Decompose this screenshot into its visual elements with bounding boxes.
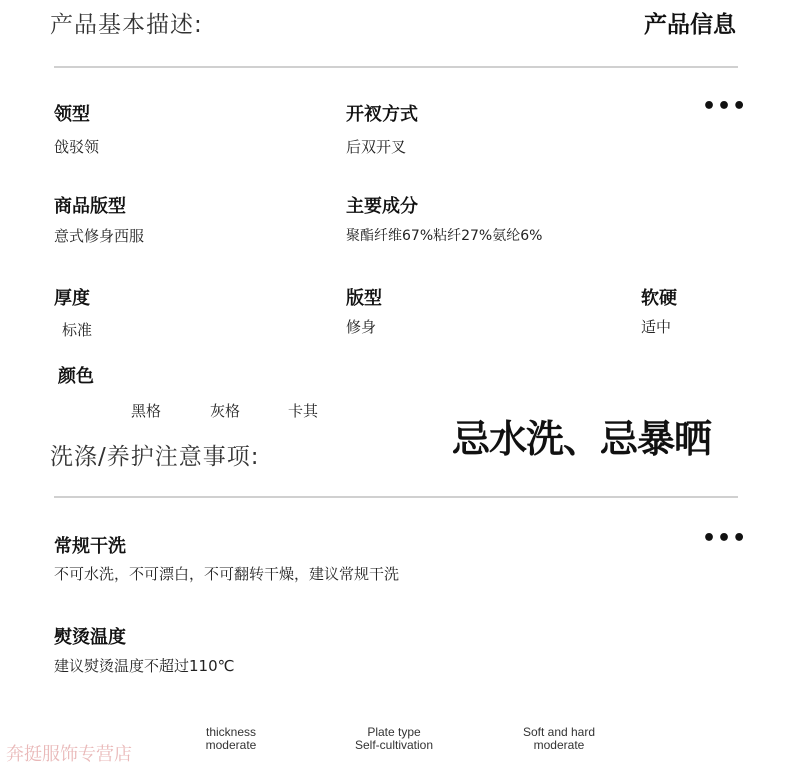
plate-value: 修身 (346, 318, 377, 336)
more-icon-care[interactable]: ••• (702, 526, 748, 551)
softness-value: 适中 (641, 318, 672, 336)
softness-label: 软硬 (641, 288, 677, 309)
vent-value: 后双开叉 (346, 138, 407, 156)
english-note-softness-line1: Soft and hard (522, 725, 596, 739)
vent-label: 开衩方式 (346, 104, 418, 125)
thickness-value: 标准 (62, 321, 93, 339)
english-note-plate-line2: Self-cultivation (354, 738, 434, 752)
care-warning: 忌水洗、忌暴晒 (452, 417, 712, 461)
color-option-black-check: 黑格 (131, 402, 162, 420)
section-title-basic: 产品基本描述: (50, 12, 203, 38)
color-option-khaki: 卡其 (288, 402, 319, 420)
divider-care (54, 496, 738, 498)
english-note-softness (508, 726, 610, 752)
more-icon[interactable]: ••• (702, 94, 748, 119)
thickness-label: 厚度 (54, 288, 90, 309)
iron-value: 建议熨烫温度不超过110℃ (54, 657, 235, 675)
product-info-title: 产品信息 (644, 12, 736, 38)
collar-label: 领型 (54, 104, 90, 125)
section-title-care: 洗涤/养护注意事项: (50, 444, 260, 470)
wash-value: 不可水洗，不可漂白，不可翻转干燥，建议常规干洗 (54, 565, 400, 583)
english-note-softness-line2: moderate (533, 738, 585, 752)
fit-value: 意式修身西服 (54, 227, 145, 245)
fit-label: 商品版型 (54, 196, 126, 217)
material-value: 聚酯纤维67%粘纤27%氨纶6% (346, 228, 543, 244)
english-note-plate (338, 726, 450, 752)
collar-value: 戗驳领 (54, 138, 100, 156)
wash-label: 常规干洗 (54, 536, 126, 557)
color-label: 颜色 (58, 366, 94, 387)
english-note-thickness (190, 726, 272, 752)
store-watermark: 奔挺服饰专营店 (6, 744, 132, 765)
english-note-plate-line1: Plate type (367, 725, 421, 739)
english-note-thickness-line1: thickness (205, 725, 257, 739)
material-label: 主要成分 (346, 196, 418, 217)
plate-label: 版型 (346, 288, 382, 309)
divider-top (54, 66, 738, 68)
color-option-grey-check: 灰格 (210, 402, 241, 420)
english-note-thickness-line2: moderate (205, 738, 257, 752)
iron-label: 熨烫温度 (54, 627, 126, 648)
